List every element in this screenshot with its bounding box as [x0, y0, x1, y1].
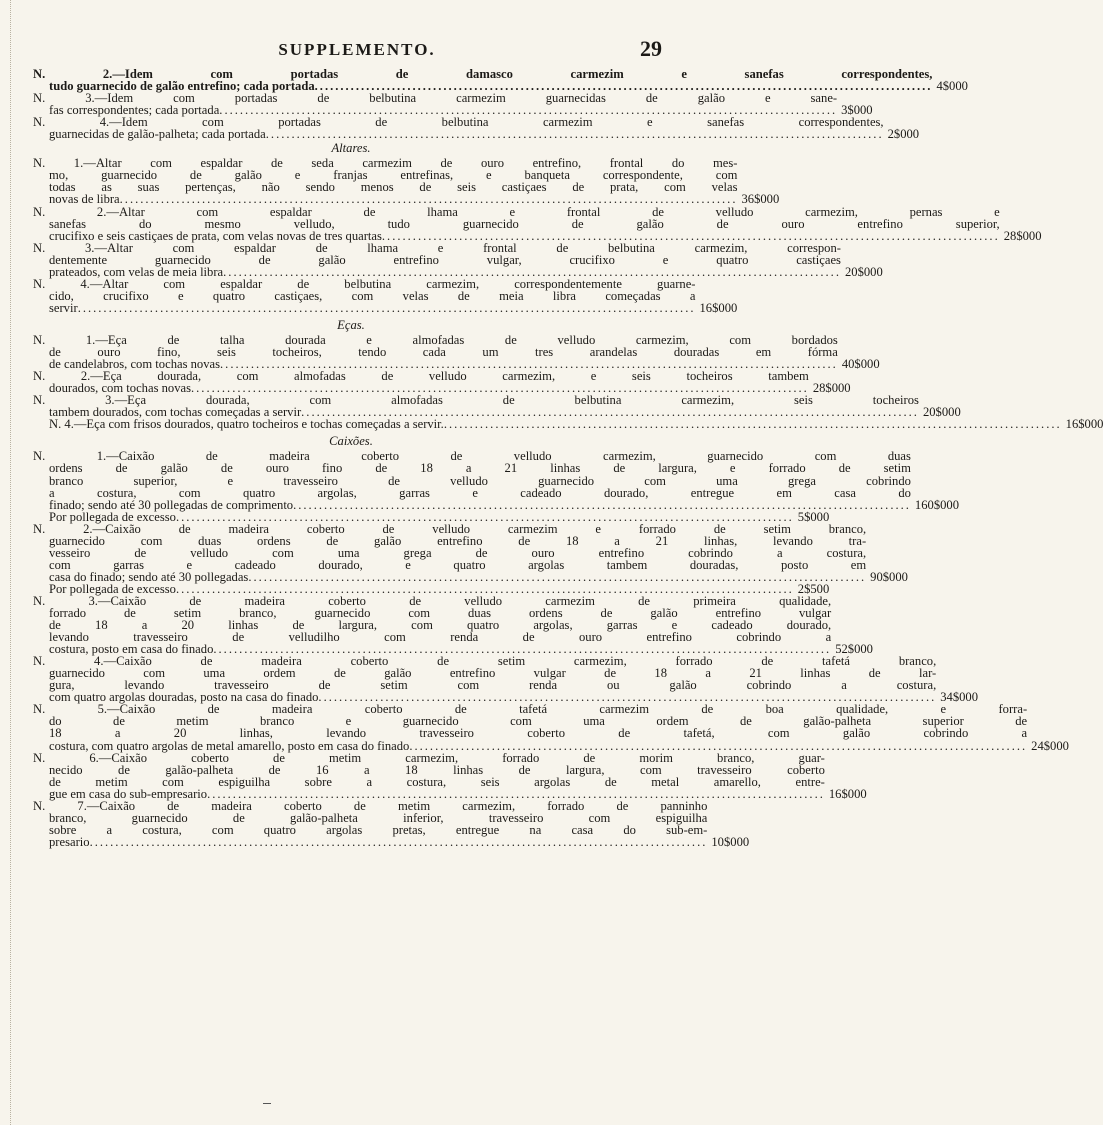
- entry-line: sobre a costura, com quatro argolas pretas, entregue na casa do sub-em-: [49, 822, 708, 837]
- entry-line: sanefas do mesmo velludo, tudo guarnecido de galão de ouro entrefino superior,: [49, 216, 1000, 231]
- entry-line: N. 1.—Eça de talha dourada e almofadas de velludo carmezim, com bordados: [33, 332, 838, 347]
- entry-description: [33, 800, 707, 848]
- footer-mark: [263, 1103, 271, 1104]
- entry-line: [49, 511, 794, 523]
- entry-price: 2$000: [887, 127, 920, 142]
- entry-price: 24$000: [1031, 738, 1069, 753]
- price-entry: [33, 521, 908, 584]
- entry-line: forrado de setim branco, guarnecido com duas ordens de galão entrefino vulgar: [49, 606, 832, 621]
- price-entry: [33, 509, 830, 524]
- price-entry: [33, 67, 968, 94]
- entry-description: [33, 278, 696, 314]
- dot-leader: ........................................................................................................................: [77, 300, 696, 315]
- price-entry: [33, 393, 961, 420]
- entry-line-text: de candelabros, com tochas novas: [49, 357, 221, 372]
- page-header: [0, 38, 714, 68]
- dot-leader: ........................................................................................................................: [381, 228, 1000, 243]
- entry-line: mo, guarnecido de galão e franjas entrefinas, e banqueta correspondente, com: [49, 168, 738, 183]
- entry-price: 36$000: [741, 192, 780, 207]
- entry-description: [33, 206, 1000, 242]
- entry-line-text: dourados, com tochas novas: [49, 381, 191, 396]
- entry-line: necido de galão-palheta de 16 a 18 linhas de largura, com travesseiro coberto: [49, 762, 825, 777]
- dot-leader: ........................................................................................................................: [318, 690, 937, 705]
- price-entry: [33, 240, 883, 279]
- entry-price: 90$000: [870, 569, 908, 584]
- entry-line-text: presario: [49, 834, 90, 849]
- section-heading: Caixões.: [329, 434, 373, 449]
- entry-line: N. 3.—Eça dourada, com almofadas de belbutina carmezim, seis tocheiros: [33, 393, 919, 408]
- entry-line: cido, crucifixo e quatro castiçaes, com velas de meia libra começadas a: [49, 288, 696, 303]
- entry-line: com garras e cadeado dourado, e quatro argolas tambem douradas, posto em: [49, 557, 867, 572]
- entry-line-text: tambem dourados, com tochas começadas a servir: [49, 405, 302, 420]
- entry-line-text: Por pollegada de excesso: [49, 581, 176, 596]
- price-entry: [33, 156, 780, 207]
- entry-line-text: Por pollegada de excesso: [49, 509, 176, 524]
- entry-price: 10$000: [711, 834, 750, 849]
- dot-leader: ........................................................................................................................: [314, 79, 933, 94]
- price-entry: [33, 593, 873, 657]
- dot-leader: ........................................................................................................................: [443, 417, 1062, 432]
- entry-line: gura, levando travesseiro de setim com renda ou galão cobrindo a costura,: [49, 678, 937, 693]
- entry-description: [33, 450, 911, 510]
- entry-line-text: tudo guarnecido de galão entrefino; cada portada: [49, 79, 315, 94]
- entry-description: [33, 703, 1027, 751]
- price-entry: [33, 91, 873, 118]
- dot-leader: ........................................................................................................................: [219, 103, 838, 118]
- entry-description: [33, 655, 936, 703]
- price-entry: [33, 750, 867, 801]
- price-entry: [33, 204, 1042, 243]
- entry-line: N. 5.—Caixão de madeira coberto de tafetá carmezim de boa qualidade, e forra-: [33, 702, 1028, 717]
- entry-price: 2$500: [797, 581, 830, 596]
- entry-line: N. 6.—Caixão coberto de metim carmezim, forrado de morim branco, guar-: [33, 750, 825, 765]
- entry-line-text: N. 4.—Eça com frisos dourados, quatro tocheiros e tochas começadas a servir.: [49, 417, 444, 432]
- entry-line-text: novas de libra: [49, 192, 120, 207]
- entry-line: N. 2.—Idem com portadas de damasco carmezim e sanefas correspondentes,: [33, 67, 933, 81]
- entry-line-text: costura, posto em casa do finado: [49, 642, 214, 657]
- entry-description: [33, 157, 737, 205]
- price-entry: [33, 276, 738, 315]
- entry-line: N. 3.—Altar com espaldar de lhama e frontal de belbutina carmezim, correspon-: [33, 240, 841, 255]
- price-entry: [33, 702, 1069, 753]
- entry-price: 16$000: [828, 786, 867, 801]
- entry-line: de 18 a 20 linhas de largura, com quatro argolas, garras e cadeado dourado,: [49, 618, 832, 633]
- entry-line-text: servir: [49, 300, 78, 315]
- entry-line: [49, 836, 707, 848]
- dot-leader: ........................................................................................................................: [119, 192, 738, 207]
- dot-leader: ........................................................................................................................: [301, 405, 919, 420]
- entry-price: 3$000: [841, 103, 873, 118]
- price-entry: [33, 115, 920, 142]
- entry-description: [33, 595, 831, 655]
- entry-price: 28$000: [812, 381, 851, 396]
- dot-leader: ........................................................................................................................: [248, 569, 867, 584]
- price-entry: [33, 798, 750, 849]
- entry-line: branco superior, e travesseiro de velludo guarnecido com uma grega cobrindo: [49, 473, 911, 488]
- price-list-body: [33, 67, 1103, 851]
- dot-leader: ........................................................................................................................: [220, 357, 838, 372]
- entry-line-text: prateados, com velas de meia libra: [49, 264, 224, 279]
- entry-line: N. 4.—Altar com espaldar de belbutina carmezim, correspondentemente guarne-: [33, 276, 696, 291]
- entry-line: [49, 788, 825, 800]
- entry-description: [33, 523, 866, 583]
- dot-leader: ........................................................................................................................: [265, 127, 884, 142]
- entry-line: N. 7.—Caixão de madeira coberto de metim carmezim, forrado de panninho: [33, 798, 708, 813]
- entry-line-text: fas correspondentes; cada portada: [49, 103, 220, 118]
- entry-line: vesseiro de velludo com uma grega de ouro entrefino cobrindo a costura,: [49, 545, 867, 560]
- dot-leader: ........................................................................................................................: [175, 509, 794, 524]
- dot-leader: ........................................................................................................................: [293, 497, 911, 512]
- entry-price: 4$000: [936, 79, 968, 94]
- dot-leader: ........................................................................................................................: [207, 786, 825, 801]
- entry-line-text: guarnecidas de galão-palheta; cada portada: [49, 127, 266, 142]
- entry-line: de metim com espiguilha sobre a costura, seis argolas de metal amarello, entre-: [49, 774, 825, 789]
- dot-leader: ........................................................................................................................: [223, 264, 841, 279]
- entry-line: [49, 418, 1062, 430]
- entry-line: todas as suas pertenças, não sendo menos de seis castiçaes de prata, com velas: [49, 180, 738, 195]
- entry-line: guarnecido com uma ordem de galão entrefino vulgar de 18 a 21 linhas de lar-: [49, 666, 937, 681]
- price-entry: [33, 332, 880, 372]
- entry-description: [33, 511, 794, 523]
- entry-line: [49, 230, 1000, 242]
- dot-leader: ........................................................................................................................: [89, 834, 708, 849]
- dot-leader: ........................................................................................................................: [191, 381, 809, 396]
- entry-line: N. 3.—Caixão de madeira coberto de velludo carmezim de primeira qualidade,: [33, 593, 832, 608]
- entry-line-text: gue em casa do sub-empresario: [49, 786, 208, 801]
- entry-line: [49, 128, 884, 140]
- entry-price: 16$000: [699, 300, 738, 315]
- entry-price: 34$000: [940, 690, 979, 705]
- entry-description: [33, 242, 841, 278]
- entry-price: 28$000: [1003, 228, 1042, 243]
- entry-price: 160$000: [914, 497, 959, 512]
- price-entry: [33, 654, 979, 705]
- entry-description: [33, 92, 837, 116]
- price-entry: [33, 449, 959, 512]
- entry-line: [49, 499, 911, 511]
- entry-line: a costura, com quatro argolas, garras e cadeado dourado, entregue em casa do: [49, 485, 911, 500]
- entry-line: levando travesseiro de velludilho com renda de ouro entrefino cobrindo a: [49, 630, 832, 645]
- entry-price: 5$000: [797, 509, 830, 524]
- entry-description: [33, 370, 809, 394]
- entry-line-text: finado; sendo até 30 pollegadas de comprimento: [49, 497, 294, 512]
- entry-line: N. 3.—Idem com portadas de belbutina carmezim guarnecidas de galão e sane-: [33, 91, 838, 106]
- entry-line: dentemente guarnecido de galão entrefino vulgar, crucifixo e quatro castiçaes: [49, 252, 841, 267]
- entry-line-text: casa do finado; sendo até 30 pollegadas: [49, 569, 249, 584]
- section-heading: Altares.: [331, 141, 371, 156]
- entry-line: de ouro fino, seis tocheiros, tendo cada um tres arandelas douradas em fórma: [49, 345, 838, 360]
- running-title: SUPPLEMENTO.: [278, 40, 436, 59]
- dot-leader: ........................................................................................................................: [175, 581, 794, 596]
- price-entry: [33, 369, 851, 396]
- entry-price: 40$000: [841, 357, 880, 372]
- entry-line: 18 a 20 linhas, levando travesseiro coberto de tafetá, com galão cobrindo a: [49, 726, 1028, 741]
- entry-price: 20$000: [844, 264, 883, 279]
- page-number: 29: [640, 36, 662, 61]
- entry-line: N. 2.—Eça dourada, com almofadas de velludo carmezim, e seis tocheiros tambem: [33, 369, 809, 384]
- entry-line: [49, 266, 841, 278]
- entry-line: [49, 740, 1027, 752]
- entry-price: 52$000: [835, 642, 873, 657]
- entry-line: do de metim branco e guarnecido com uma ordem de galão-palheta superior de: [49, 714, 1028, 729]
- entry-description: [33, 752, 825, 800]
- section-heading: Eças.: [337, 317, 365, 332]
- entry-description: [33, 394, 919, 418]
- entry-line: [49, 193, 737, 205]
- entry-line-text: com quatro argolas douradas, posto na casa do finado: [49, 690, 319, 705]
- entry-description: [33, 68, 932, 92]
- entry-price: 20$000: [922, 405, 961, 420]
- entry-line: N. 1.—Caixão de madeira coberto de velludo carmezim, guarnecido com duas: [33, 449, 911, 464]
- entry-line: N. 2.—Altar com espaldar de lhama e frontal de velludo carmezim, pernas e: [33, 204, 1000, 219]
- entry-line-text: costura, com quatro argolas de metal amarello, posto em casa do finado: [49, 738, 410, 753]
- dot-leader: ........................................................................................................................: [213, 642, 832, 657]
- entry-line: guarnecido com duas ordens de galão entrefino de 18 a 21 linhas, levando tra-: [49, 533, 867, 548]
- entry-description: [33, 334, 838, 370]
- entry-line: N. 2.—Caixão de madeira coberto de velludo carmezim e forrado de setim branco,: [33, 521, 867, 536]
- entry-description: [33, 418, 1062, 430]
- entry-line: N. 4.—Caixão de madeira coberto de setim carmezim, forrado de tafetá branco,: [33, 654, 937, 669]
- entry-description: [33, 116, 884, 140]
- price-entry: [33, 417, 1103, 432]
- entry-line: branco, guarnecido de galão-palheta inferior, travesseiro com espiguilha: [49, 810, 708, 825]
- entry-price: 16$000: [1065, 417, 1103, 432]
- entry-line: N. 4.—Idem com portadas de belbutina carmezim e sanefas correspondentes,: [33, 115, 884, 130]
- entry-line: [49, 302, 696, 314]
- dot-leader: ........................................................................................................................: [409, 738, 1028, 753]
- entry-line-text: crucifixo e seis castiçaes de prata, com velas novas de tres quartas: [49, 228, 382, 243]
- entry-line: ordens de galão de ouro fino de 18 a 21 linhas de largura, e forrado de setim: [49, 461, 911, 476]
- page-binding-edge: [0, 0, 11, 1125]
- entry-line: N. 1.—Altar com espaldar de seda carmezim de ouro entrefino, frontal do mes-: [33, 156, 738, 171]
